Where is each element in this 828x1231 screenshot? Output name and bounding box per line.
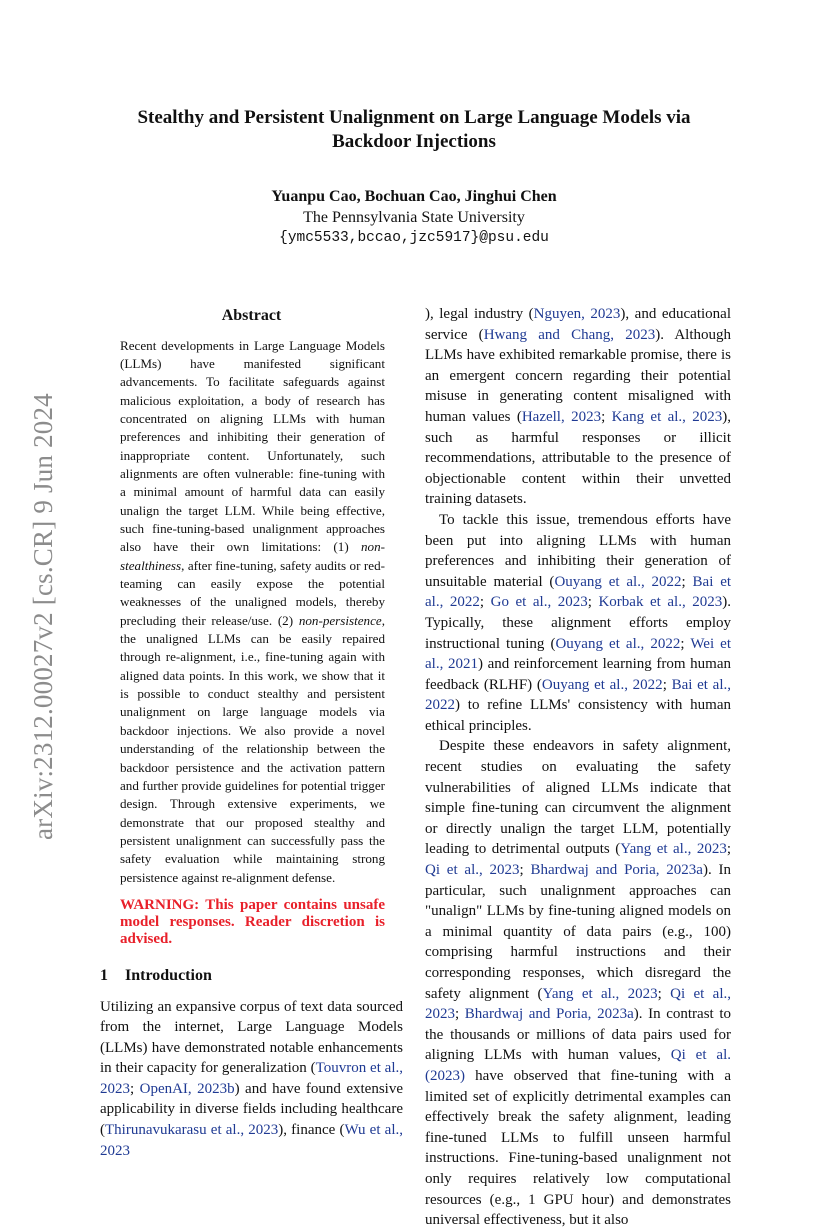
citation-link[interactable]: Thirunavukarasu et al., 2023 — [105, 1122, 279, 1139]
citation-link[interactable]: Yang et al., 2023 — [620, 841, 727, 858]
section-number: 1 — [100, 966, 108, 984]
warning-notice: WARNING: This paper contains unsafe model responses. Reader discretion is advised. — [120, 896, 385, 947]
arxiv-identifier: arXiv:2312.00027v2 [cs.CR] 9 Jun 2024 — [28, 393, 58, 840]
body-text: Utilizing an expansive corpus of text data sourced from the internet, Large Language Models (LLMs) have demonstrated notable enhancements in their capacity for generalization ( — [100, 998, 403, 1077]
citation-link[interactable]: Qi et al. (2023) — [425, 1047, 731, 1084]
citation-link[interactable]: Bai et al., 2022 — [425, 573, 732, 611]
citation-link[interactable]: Qi et al., 2023 — [425, 862, 520, 879]
citation-link[interactable]: Yang et al., 2023 — [542, 985, 658, 1002]
body-text: ). Typically, these alignment efforts employ instructional tuning ( — [425, 594, 732, 652]
body-text: ), finance ( — [278, 1122, 345, 1139]
abstract-text: , after fine-tuning, safety audits or red-teaming can easily expose the potential weaknesses of the unaligned models, thereby precluding their release/use. (2) — [120, 557, 385, 628]
citation-link[interactable]: Go et al., 2023 — [490, 594, 588, 611]
paragraph — [100, 997, 403, 1162]
citation-link[interactable]: Bhardwaj and Poria, 2023a — [530, 862, 703, 879]
citation-link[interactable]: Bhardwaj and Poria, 2023a — [464, 1006, 634, 1023]
citation-link[interactable]: Nguyen, 2023 — [533, 306, 621, 322]
right-column — [425, 304, 731, 1231]
citation-link[interactable]: OpenAI, 2023b — [139, 1080, 235, 1097]
body-text: To tackle this issue, tremendous efforts have been put into aligning LLMs with human preferences and inhibiting their generation of unsuitable material ( — [425, 511, 731, 590]
abstract-heading: Abstract — [221, 307, 282, 324]
section-heading-introduction — [100, 966, 403, 987]
paper-title: Stealthy and Persistent Unalignment on Large Language Models via Backdoor Injections — [137, 107, 691, 152]
citation-link[interactable]: Hwang and Chang, 2023 — [483, 326, 656, 343]
citation-link[interactable]: Qi et al., 2023 — [425, 985, 732, 1023]
body-text: ; — [455, 1006, 465, 1023]
author-affiliation: The Pennsylvania State University — [303, 209, 525, 226]
body-text: ), and educational service ( — [425, 306, 731, 343]
citation-link[interactable]: Wu et al., 2023 — [100, 1122, 403, 1159]
body-text: ; — [130, 1080, 140, 1097]
introduction-body-right — [425, 304, 731, 1231]
body-text: ), such as harmful responses or illicit recommendations, attributable to the presence of objectionable content within their unvetted training datasets. — [425, 408, 731, 508]
abstract-emphasis: non-stealthiness — [120, 539, 385, 573]
citation-link[interactable]: Touvron et al., 2023 — [100, 1060, 404, 1097]
body-text: ) and have found extensive applicability in diverse fields including healthcare ( — [100, 1080, 403, 1139]
paragraph — [425, 736, 731, 1230]
author-email[interactable]: {ymc5533,bccao,jzc5917}@psu.edu — [279, 230, 549, 246]
citation-link[interactable]: Bai et al., 2022 — [425, 676, 731, 714]
citation-link[interactable]: Korbak et al., 2023 — [598, 594, 723, 611]
body-text: ; — [519, 862, 531, 879]
body-text: ; — [587, 594, 599, 611]
introduction-body-left — [100, 997, 403, 1162]
body-text: ; — [657, 985, 671, 1002]
body-text: have observed that fine-tuning with a limited set of explicitly detrimental examples can effectively break the safety alignment, leading fine-tuned LLMs to fulfill unseen harmful instructions. Fine-tuning-based unalignment not only requires relatively low computational resources (e.g., 1 GPU hour) and demonstrates universal effectiveness, but it also — [425, 1067, 731, 1229]
body-text: ) to refine LLMs' consistency with human ethical principles. — [425, 697, 731, 734]
citation-link[interactable]: Hazell, 2023 — [521, 408, 602, 425]
body-text: ; — [479, 594, 491, 611]
author-names: Yuanpu Cao, Bochuan Cao, Jinghui Chen — [271, 188, 557, 205]
body-text: ) and reinforcement learning from human feedback (RLHF) ( — [425, 656, 731, 693]
abstract-body — [120, 337, 385, 887]
citation-link[interactable]: Ouyang et al., 2022 — [554, 573, 682, 590]
citation-link[interactable]: Kang et al., 2023 — [611, 408, 723, 425]
author-block — [100, 186, 728, 249]
abstract-text: Recent developments in Large Language Models (LLMs) have manifested significant advancements. To facilitate safeguards against malicious exploitation, a body of research has concentrated on aligning LLMs with human preferences and inhibiting their generation of inappropriate content. Unfortunately, such alignments are often vulnerable: fine-tuning with a minimal amount of harmful data can easily unalign the target LLM. While being effective, such fine-tuning-based unalignment approaches also have their own limitations: (1) — [120, 337, 385, 555]
abstract-text: , the unaligned LLMs can be easily repaired through re-alignment, i.e., fine-tuning again with aligned data points. In this work, we show that it is possible to conduct stealthy and persistent unalignment on large language models via backdoor injections. We also provide a novel understanding of the relationship between the backdoor persistence and the activation pattern and further provide guidelines for potential trigger design. Through extensive experiments, we demonstrate that our proposed stealthy and persistent unalignment can successfully pass the safety evaluation while maintaining strong persistence against re-alignment defense. — [120, 612, 385, 885]
body-text: Despite these endeavors in safety alignment, recent studies on evaluating the safety vulnerabilities of aligned LLMs indicate that simple fine-tuning can circumvent the alignment or directly unalign the target LLM, potentially leading to detrimental outputs ( — [425, 738, 731, 858]
section-title: Introduction — [125, 966, 212, 984]
body-text: ; — [601, 408, 612, 425]
body-text: ). Although LLMs have exhibited remarkable promise, there is an emergent concern regarding their potential misuse in generating content misaligned with human values ( — [425, 326, 731, 425]
body-text: ; — [726, 841, 731, 858]
paragraph — [425, 304, 731, 510]
body-text: ), legal industry ( — [425, 306, 534, 322]
citation-link[interactable]: Ouyang et al., 2022 — [541, 676, 663, 693]
body-text: ). In particular, such unalignment approaches can "unalign" LLMs by fine-tuning aligned models on a minimal quantity of data pairs (e.g., 100) comprising harmful instructions and their corresponding responses, which disregard the safety alignment ( — [425, 862, 731, 1002]
paragraph — [425, 510, 731, 737]
citation-link[interactable]: Wei et al., 2021 — [425, 635, 732, 673]
body-text: ; — [680, 635, 691, 652]
left-column — [100, 306, 403, 1161]
body-text: ; — [662, 676, 672, 693]
citation-link[interactable]: Ouyang et al., 2022 — [555, 635, 681, 652]
abstract-emphasis: non-persistence — [298, 612, 382, 628]
body-text: ). In contrast to the thousands or millions of data pairs used for aligning LLMs with human values, — [425, 1006, 732, 1064]
body-text: ; — [681, 573, 693, 590]
